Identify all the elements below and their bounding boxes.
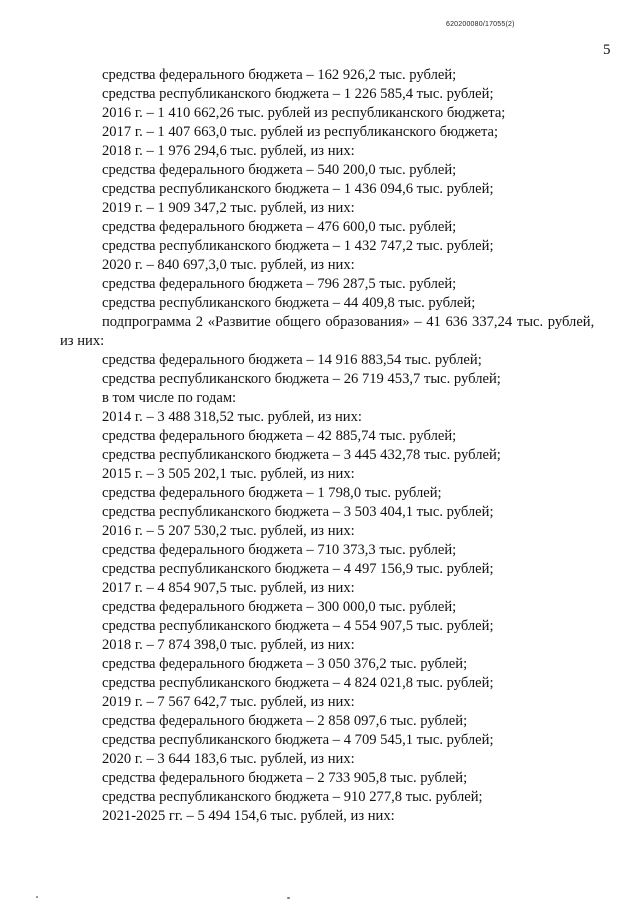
text-line: из них: bbox=[60, 333, 105, 349]
document-body bbox=[0, 66, 640, 826]
page-number: 5 bbox=[603, 42, 611, 58]
text-line: средства федерального бюджета – 2 733 905,8 тыс. рублей; bbox=[102, 770, 468, 786]
text-line: средства федерального бюджета – 540 200,0 тыс. рублей; bbox=[102, 162, 457, 178]
text-line: средства республиканского бюджета – 4 709 545,1 тыс. рублей; bbox=[102, 732, 494, 748]
text-line: 2019 г. – 7 567 642,7 тыс. рублей, из них: bbox=[102, 694, 355, 710]
text-line: 2014 г. – 3 488 318,52 тыс. рублей, из них: bbox=[102, 409, 362, 425]
text-line: средства республиканского бюджета – 4 497 156,9 тыс. рублей; bbox=[102, 561, 494, 577]
text-line: 2018 г. – 7 874 398,0 тыс. рублей, из них: bbox=[102, 637, 355, 653]
text-line: средства федерального бюджета – 162 926,2 тыс. рублей; bbox=[102, 67, 457, 83]
text-line: средства республиканского бюджета – 4 824 021,8 тыс. рублей; bbox=[102, 675, 494, 691]
text-line: 2016 г. – 5 207 530,2 тыс. рублей, из них: bbox=[102, 523, 355, 539]
text-line: средства республиканского бюджета – 910 277,8 тыс. рублей; bbox=[102, 789, 483, 805]
text-line: средства федерального бюджета – 476 600,0 тыс. рублей; bbox=[102, 219, 457, 235]
text-line: 2021-2025 гг. – 5 494 154,6 тыс. рублей, из них: bbox=[102, 808, 395, 824]
text-line: 2019 г. – 1 909 347,2 тыс. рублей, из них: bbox=[102, 200, 355, 216]
text-line: средства республиканского бюджета – 1 226 585,4 тыс. рублей; bbox=[102, 86, 494, 102]
text-line: средства республиканского бюджета – 3 503 404,1 тыс. рублей; bbox=[102, 504, 494, 520]
text-line: средства федерального бюджета – 3 050 376,2 тыс. рублей; bbox=[102, 656, 468, 672]
text-line: 2017 г. – 4 854 907,5 тыс. рублей, из них: bbox=[102, 580, 355, 596]
text-line: средства федерального бюджета – 2 858 097,6 тыс. рублей; bbox=[102, 713, 468, 729]
text-line: средства федерального бюджета – 300 000,0 тыс. рублей; bbox=[102, 599, 457, 615]
text-line: средства федерального бюджета – 1 798,0 тыс. рублей; bbox=[102, 485, 442, 501]
text-line: средства республиканского бюджета – 1 436 094,6 тыс. рублей; bbox=[102, 181, 494, 197]
text-line: в том числе по годам: bbox=[102, 390, 237, 406]
text-line: средства республиканского бюджета – 4 554 907,5 тыс. рублей; bbox=[102, 618, 494, 634]
text-line: 2020 г. – 840 697,3,0 тыс. рублей, из них: bbox=[102, 257, 355, 273]
text-line: подпрограмма 2 «Развитие общего образования» – 41 636 337,24 тыс. рублей, bbox=[102, 314, 595, 330]
text-line: средства федерального бюджета – 796 287,5 тыс. рублей; bbox=[102, 276, 457, 292]
text-line: 2017 г. – 1 407 663,0 тыс. рублей из республиканского бюджета; bbox=[102, 124, 499, 140]
scan-speck bbox=[287, 897, 290, 899]
text-line: средства республиканского бюджета – 26 719 453,7 тыс. рублей; bbox=[102, 371, 501, 387]
scan-speck bbox=[36, 896, 38, 898]
text-line: средства федерального бюджета – 42 885,74 тыс. рублей; bbox=[102, 428, 457, 444]
text-line: 2015 г. – 3 505 202,1 тыс. рублей, из них: bbox=[102, 466, 355, 482]
text-line: средства федерального бюджета – 14 916 883,54 тыс. рублей; bbox=[102, 352, 482, 368]
text-line: 2018 г. – 1 976 294,6 тыс. рублей, из них: bbox=[102, 143, 355, 159]
text-line: средства республиканского бюджета – 3 445 432,78 тыс. рублей; bbox=[102, 447, 501, 463]
text-line: 2016 г. – 1 410 662,26 тыс. рублей из республиканского бюджета; bbox=[102, 105, 506, 121]
text-line: средства республиканского бюджета – 44 409,8 тыс. рублей; bbox=[102, 295, 476, 311]
text-line: средства республиканского бюджета – 1 432 747,2 тыс. рублей; bbox=[102, 238, 494, 254]
document-code: 620200080/17055(2) bbox=[446, 21, 515, 28]
text-line: средства федерального бюджета – 710 373,3 тыс. рублей; bbox=[102, 542, 457, 558]
text-line: 2020 г. – 3 644 183,6 тыс. рублей, из них: bbox=[102, 751, 355, 767]
